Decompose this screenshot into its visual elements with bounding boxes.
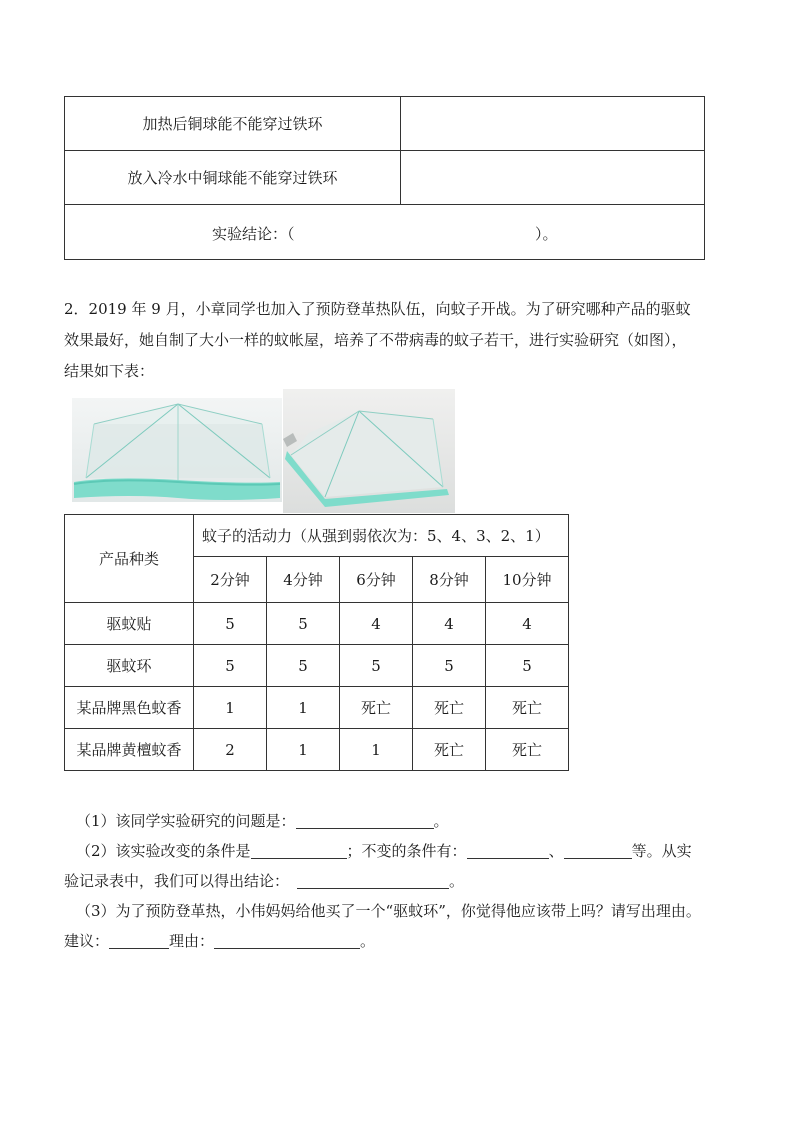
activity-value: 5 (194, 645, 267, 687)
q2-changed-condition-blank[interactable] (251, 842, 347, 859)
activity-value: 5 (194, 603, 267, 645)
activity-value: 1 (340, 729, 413, 771)
conclusion-label: 实验结论：（ (212, 225, 295, 243)
q3-suggestion-label: 建议： (64, 932, 110, 950)
activity-value: 死亡 (486, 687, 569, 729)
time-header: 10分钟 (486, 557, 569, 603)
table-row (65, 729, 569, 771)
activity-value: 5 (486, 645, 569, 687)
time-header: 2分钟 (194, 557, 267, 603)
activity-group-header: 蚊子的活动力（从强到弱依次为：5、4、3、2、1） (194, 515, 569, 557)
product-name: 驱蚊贴 (65, 603, 194, 645)
activity-value: 5 (267, 645, 340, 687)
sub-question-2 (76, 836, 736, 866)
q2-fixed-condition-blank-1[interactable] (467, 842, 549, 859)
mosquito-net-image (283, 389, 455, 513)
sub-question-2-cont (64, 866, 736, 896)
activity-value: 5 (413, 645, 486, 687)
mosquito-net-photo-2 (283, 389, 455, 513)
activity-value: 4 (413, 603, 486, 645)
activity-value: 1 (267, 729, 340, 771)
experiment-row-answer[interactable] (401, 151, 705, 205)
product-name: 某品牌黄檀蚊香 (65, 729, 194, 771)
question-2-line-2: 效果最好，她自制了大小一样的蚊帐屋，培养了不带病毒的蚊子若干，进行实验研究（如图）， (64, 331, 687, 349)
product-name: 某品牌黑色蚊香 (65, 687, 194, 729)
experiment-row (65, 151, 705, 205)
q2-text: 等。从实 (631, 842, 692, 860)
conclusion-cell[interactable] (65, 205, 704, 259)
experiment-table (64, 96, 705, 260)
q2-separator: 、 (548, 842, 564, 860)
experiment-row (65, 97, 705, 151)
q3-suggestion-blank[interactable] (109, 932, 169, 949)
activity-value: 死亡 (413, 687, 486, 729)
table-row (65, 687, 569, 729)
time-header: 4分钟 (267, 557, 340, 603)
question-2-text (64, 294, 726, 387)
activity-value: 1 (267, 687, 340, 729)
question-2-line-3: 结果如下表： (64, 362, 155, 380)
activity-value: 死亡 (413, 729, 486, 771)
experiment-row-label: 放入冷水中铜球能不能穿过铁环 (65, 151, 401, 205)
activity-value: 4 (486, 603, 569, 645)
time-header: 8分钟 (413, 557, 486, 603)
conclusion-end: ）。 (535, 225, 558, 243)
table-row (65, 603, 569, 645)
result-header-row (65, 515, 569, 557)
q1-text: （1）该同学实验研究的问题是： (76, 812, 296, 830)
q2-fixed-condition-blank-2[interactable] (564, 842, 632, 859)
activity-value: 死亡 (340, 687, 413, 729)
activity-value: 2 (194, 729, 267, 771)
result-table (64, 514, 569, 771)
activity-value: 5 (267, 603, 340, 645)
product-name: 驱蚊环 (65, 645, 194, 687)
q2-conclusion-blank[interactable] (297, 872, 449, 889)
experiment-row-label: 加热后铜球能不能穿过铁环 (65, 97, 401, 151)
sub-question-1 (76, 806, 736, 836)
q1-answer-blank[interactable] (296, 812, 434, 829)
time-header: 6分钟 (340, 557, 413, 603)
q3-reason-label: 理由： (169, 932, 215, 950)
activity-value: 1 (194, 687, 267, 729)
q3-end: 。 (360, 932, 376, 950)
q3-reason-blank[interactable] (214, 932, 360, 949)
sub-question-3-cont (64, 926, 736, 956)
question-2-line-1: 2．2019 年 9 月，小章同学也加入了预防登革热队伍，向蚊子开战。为了研究哪种产品的驱蚊 (64, 300, 691, 318)
activity-value: 4 (340, 603, 413, 645)
mosquito-net-photo-1 (72, 398, 282, 502)
sub-question-3: （3）为了预防登革热，小伟妈妈给他买了一个“驱蚊环”，你觉得他应该带上吗？请写出理由。 (76, 902, 701, 920)
mosquito-net-image (72, 398, 282, 502)
activity-value: 死亡 (486, 729, 569, 771)
activity-value: 5 (340, 645, 413, 687)
q1-end: 。 (433, 812, 449, 830)
q2-text: ；不变的条件有： (346, 842, 467, 860)
conclusion-row (65, 205, 705, 260)
q2-end: 。 (449, 872, 465, 890)
q2-text: （2）该实验改变的条件是 (76, 842, 251, 860)
sub-questions (64, 806, 736, 956)
product-type-header: 产品种类 (65, 515, 194, 603)
experiment-row-answer[interactable] (401, 97, 705, 151)
table-row (65, 645, 569, 687)
q2-conclusion-text: 验记录表中，我们可以得出结论： (64, 872, 290, 890)
